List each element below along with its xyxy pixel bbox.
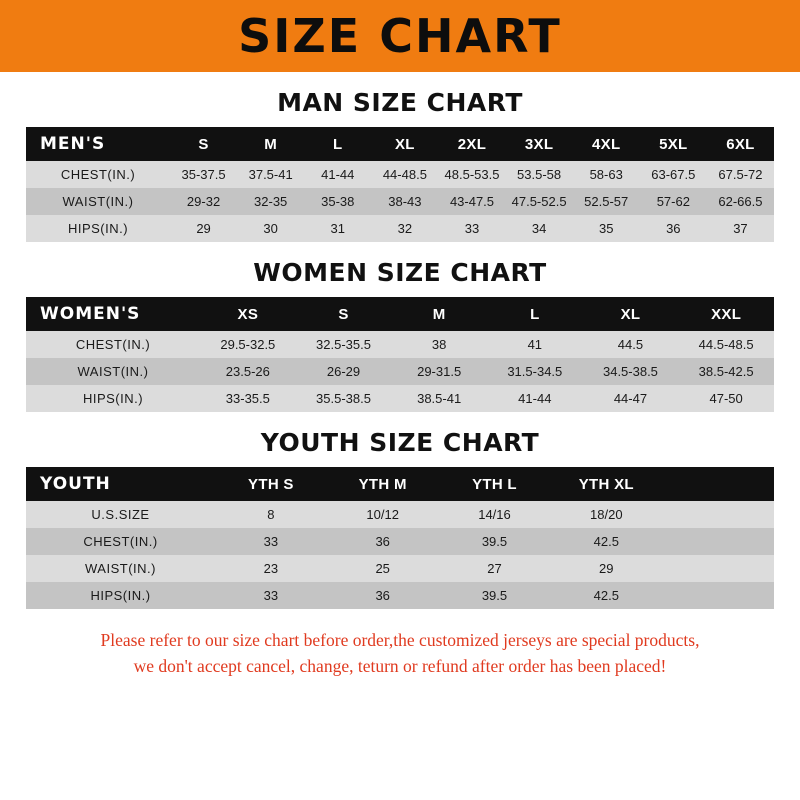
men-size-table [26,127,774,242]
men-waist-6xl: 62-66.5 [707,188,774,215]
women-chest-xl: 44.5 [583,331,679,358]
table-row [26,215,774,242]
women-hips-xl: 44-47 [583,385,679,412]
men-chest-5xl: 63-67.5 [640,161,707,188]
men-waist-3xl: 47.5-52.5 [506,188,573,215]
footer-note-line-1: Please refer to our size chart before order,the customized jerseys are special products, [100,630,700,650]
youth-header-label: YOUTH [26,467,215,501]
youth-section-title: YOUTH SIZE CHART [260,428,540,457]
youth-ussize-s: 8 [215,501,327,528]
men-chest-3xl: 53.5-58 [506,161,573,188]
men-waist-l: 35-38 [304,188,371,215]
men-hips-4xl: 35 [573,215,640,242]
men-header-l: L [304,127,371,161]
youth-chest-blank [662,528,774,555]
men-waist-s: 29-32 [170,188,237,215]
table-row [26,188,774,215]
men-header-xl: XL [371,127,438,161]
men-chest-xl: 44-48.5 [371,161,438,188]
youth-chest-m: 36 [327,528,439,555]
page-banner [0,0,800,72]
men-chest-m: 37.5-41 [237,161,304,188]
women-waist-xxl: 38.5-42.5 [678,358,774,385]
footer-note-line-2: we don't accept cancel, change, teturn or refund after order has been placed! [133,656,667,677]
youth-header-l: YTH L [439,467,551,501]
men-hips-l: 31 [304,215,371,242]
women-chest-m: 38 [391,331,487,358]
youth-hips-s: 33 [215,582,327,609]
table-header-row [26,467,774,501]
men-header-3xl: 3XL [506,127,573,161]
youth-header-blank [662,467,774,501]
women-waist-s: 26-29 [296,358,392,385]
men-hips-5xl: 36 [640,215,707,242]
women-header-m: M [391,297,487,331]
women-chest-l: 41 [487,331,583,358]
women-waist-l: 31.5-34.5 [487,358,583,385]
table-header-row [26,297,774,331]
youth-chest-label: CHEST(IN.) [26,528,215,555]
table-row [26,331,774,358]
women-waist-m: 29-31.5 [391,358,487,385]
youth-header-s: YTH S [215,467,327,501]
men-waist-label: WAIST(IN.) [26,188,170,215]
women-header-label: WOMEN'S [26,297,200,331]
women-hips-m: 38.5-41 [391,385,487,412]
women-waist-xs: 23.5-26 [200,358,296,385]
youth-hips-label: HIPS(IN.) [26,582,215,609]
men-header-5xl: 5XL [640,127,707,161]
men-chest-2xl: 48.5-53.5 [438,161,505,188]
chart-content [0,88,800,680]
women-waist-xl: 34.5-38.5 [583,358,679,385]
youth-waist-blank [662,555,774,582]
women-header-s: S [296,297,392,331]
women-header-xxl: XXL [678,297,774,331]
men-hips-3xl: 34 [506,215,573,242]
women-waist-label: WAIST(IN.) [26,358,200,385]
men-chest-4xl: 58-63 [573,161,640,188]
men-chest-6xl: 67.5-72 [707,161,774,188]
table-row [26,385,774,412]
women-hips-xxl: 47-50 [678,385,774,412]
men-section-title: MAN SIZE CHART [277,88,523,117]
youth-header-xl: YTH XL [550,467,662,501]
table-row [26,528,774,555]
men-header-4xl: 4XL [573,127,640,161]
men-chest-l: 41-44 [304,161,371,188]
youth-size-table [26,467,774,609]
women-table-head [26,297,774,331]
men-chest-label: CHEST(IN.) [26,161,170,188]
men-hips-xl: 32 [371,215,438,242]
men-waist-2xl: 43-47.5 [438,188,505,215]
youth-ussize-xl: 18/20 [550,501,662,528]
men-hips-m: 30 [237,215,304,242]
women-size-table [26,297,774,412]
men-waist-5xl: 57-62 [640,188,707,215]
women-header-xs: XS [200,297,296,331]
men-table-body [26,161,774,242]
men-waist-4xl: 52.5-57 [573,188,640,215]
youth-waist-l: 27 [439,555,551,582]
youth-ussize-label: U.S.SIZE [26,501,215,528]
youth-waist-m: 25 [327,555,439,582]
men-header-s: S [170,127,237,161]
youth-hips-l: 39.5 [439,582,551,609]
men-header-m: M [237,127,304,161]
women-hips-label: HIPS(IN.) [26,385,200,412]
youth-chest-xl: 42.5 [550,528,662,555]
table-row [26,161,774,188]
youth-chest-s: 33 [215,528,327,555]
men-table-head [26,127,774,161]
youth-ussize-l: 14/16 [439,501,551,528]
youth-hips-blank [662,582,774,609]
women-chest-label: CHEST(IN.) [26,331,200,358]
women-hips-l: 41-44 [487,385,583,412]
men-hips-label: HIPS(IN.) [26,215,170,242]
youth-waist-s: 23 [215,555,327,582]
table-row [26,501,774,528]
women-header-xl: XL [583,297,679,331]
men-hips-6xl: 37 [707,215,774,242]
women-section-title: WOMEN SIZE CHART [253,258,547,287]
men-chest-s: 35-37.5 [170,161,237,188]
women-table-body [26,331,774,412]
youth-hips-xl: 42.5 [550,582,662,609]
youth-waist-label: WAIST(IN.) [26,555,215,582]
men-waist-xl: 38-43 [371,188,438,215]
youth-chest-l: 39.5 [439,528,551,555]
men-hips-2xl: 33 [438,215,505,242]
women-header-l: L [487,297,583,331]
men-header-2xl: 2XL [438,127,505,161]
table-row [26,358,774,385]
youth-table-body [26,501,774,609]
women-hips-xs: 33-35.5 [200,385,296,412]
women-chest-xs: 29.5-32.5 [200,331,296,358]
men-hips-s: 29 [170,215,237,242]
women-hips-s: 35.5-38.5 [296,385,392,412]
women-chest-s: 32.5-35.5 [296,331,392,358]
table-header-row [26,127,774,161]
table-row [26,582,774,609]
youth-ussize-blank [662,501,774,528]
footer-note [26,627,774,680]
youth-hips-m: 36 [327,582,439,609]
youth-ussize-m: 10/12 [327,501,439,528]
men-header-6xl: 6XL [707,127,774,161]
women-chest-xxl: 44.5-48.5 [678,331,774,358]
table-row [26,555,774,582]
men-waist-m: 32-35 [237,188,304,215]
page-title: SIZE CHART [238,9,562,63]
youth-table-head [26,467,774,501]
youth-waist-xl: 29 [550,555,662,582]
youth-header-m: YTH M [327,467,439,501]
men-header-label: MEN'S [26,127,170,161]
